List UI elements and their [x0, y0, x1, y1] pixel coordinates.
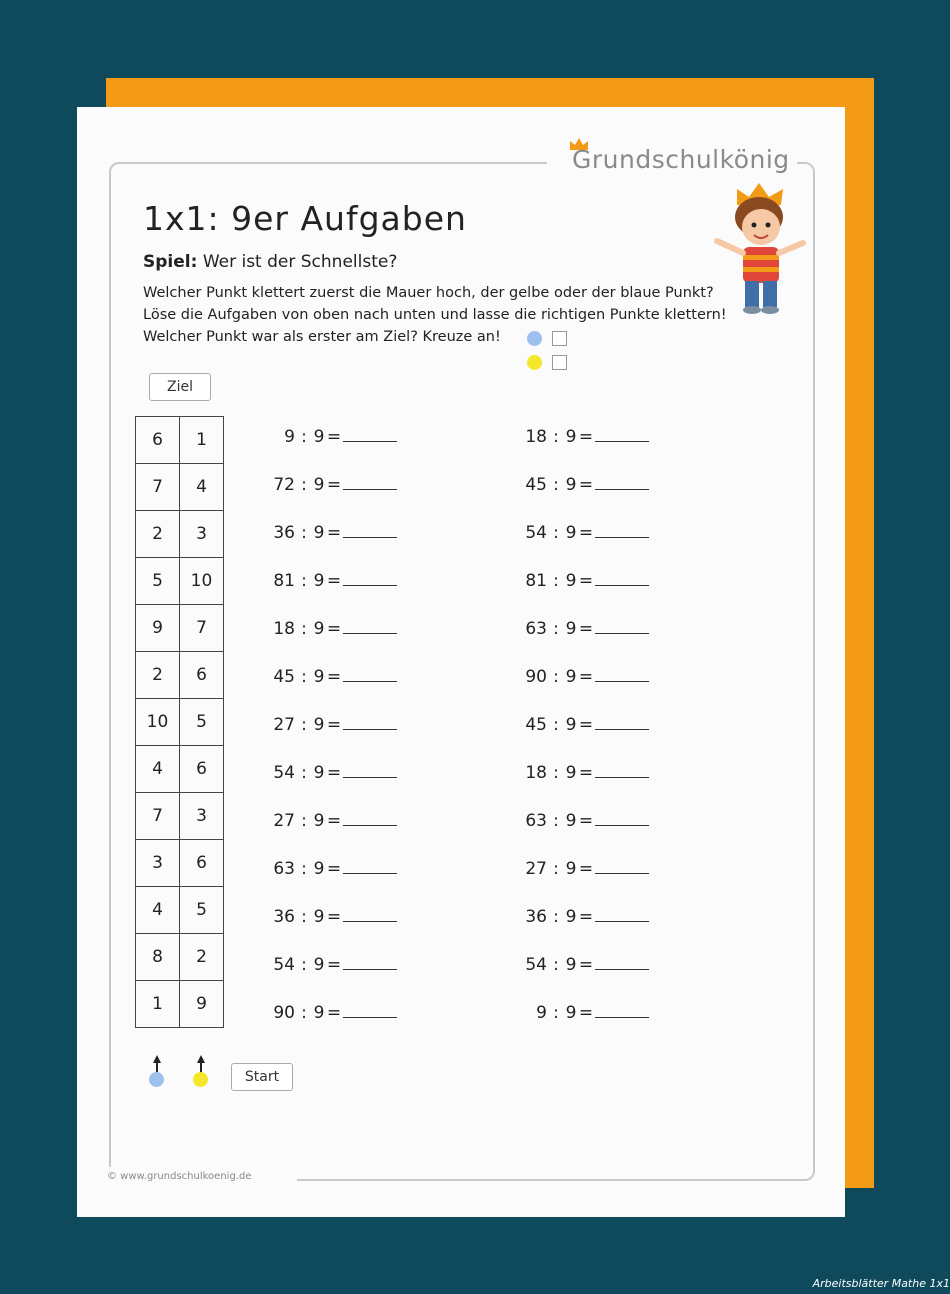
- equals-sign: =: [578, 907, 594, 927]
- answer-blank[interactable]: [343, 571, 397, 586]
- wall-row: [136, 652, 224, 699]
- divisor: 9: [565, 475, 577, 495]
- yellow-start-dot-icon: [193, 1072, 208, 1087]
- wall-cell: 2: [136, 652, 180, 699]
- wall-cell: 7: [136, 464, 180, 511]
- equals-sign: =: [326, 475, 342, 495]
- dividend: 36: [525, 907, 547, 927]
- equals-sign: =: [326, 715, 342, 735]
- wall-cell: 9: [180, 981, 224, 1028]
- wall-cell: 2: [136, 511, 180, 558]
- equals-sign: =: [326, 763, 342, 783]
- answer-blank[interactable]: [595, 619, 649, 634]
- dividend: 18: [273, 619, 295, 639]
- wall-cell: 4: [136, 887, 180, 934]
- division-problem: [267, 619, 397, 639]
- equals-sign: =: [326, 571, 342, 591]
- divisor: 9: [565, 619, 577, 639]
- divisor: 9: [565, 1003, 577, 1023]
- answer-blank[interactable]: [343, 955, 397, 970]
- divisor: 9: [313, 667, 325, 687]
- wall-cell: 2: [180, 934, 224, 981]
- dividend: 36: [273, 907, 295, 927]
- goal-tag: Ziel: [149, 373, 211, 401]
- wall-cell: 1: [136, 981, 180, 1028]
- operator: :: [301, 523, 307, 543]
- wall-cell: 4: [136, 746, 180, 793]
- dividend: 63: [273, 859, 295, 879]
- operator: :: [301, 667, 307, 687]
- equals-sign: =: [578, 427, 594, 447]
- instruction-line-2: Löse die Aufgaben von oben nach unten und lasse die richtigen Punkte klettern!: [143, 307, 727, 323]
- equals-sign: =: [326, 427, 342, 447]
- divisor: 9: [313, 859, 325, 879]
- dividend: 90: [273, 1003, 295, 1023]
- operator: :: [301, 571, 307, 591]
- operator: :: [553, 619, 559, 639]
- answer-blank[interactable]: [343, 811, 397, 826]
- wall-cell: 6: [180, 840, 224, 887]
- operator: :: [553, 1003, 559, 1023]
- wall-cell: 1: [180, 417, 224, 464]
- divisor: 9: [313, 523, 325, 543]
- blue-start-dot-icon: [149, 1072, 164, 1087]
- division-problem: [267, 667, 397, 687]
- operator: :: [553, 427, 559, 447]
- divisor: 9: [565, 907, 577, 927]
- answer-blank[interactable]: [595, 1003, 649, 1018]
- division-problem: [267, 427, 397, 447]
- division-problem: [519, 1003, 649, 1023]
- equals-sign: =: [578, 811, 594, 831]
- divisor: 9: [313, 715, 325, 735]
- division-problem: [519, 763, 649, 783]
- answer-blank[interactable]: [343, 715, 397, 730]
- operator: :: [553, 859, 559, 879]
- footer-copyright: © www.grundschulkoenig.de: [107, 1171, 252, 1182]
- dividend: 36: [273, 523, 295, 543]
- wall-row: [136, 981, 224, 1028]
- subtitle-text: Wer ist der Schnellste?: [202, 252, 398, 272]
- brand-logo: Grundschulkönig: [572, 145, 790, 174]
- division-problem: [519, 859, 649, 879]
- subtitle-label: Spiel:: [143, 252, 198, 272]
- operator: :: [553, 667, 559, 687]
- divisor: 9: [313, 475, 325, 495]
- answer-blank[interactable]: [343, 763, 397, 778]
- wall-row: [136, 511, 224, 558]
- wall-cell: 3: [136, 840, 180, 887]
- divisor: 9: [313, 763, 325, 783]
- answer-blank[interactable]: [595, 811, 649, 826]
- divisor: 9: [565, 523, 577, 543]
- answer-blank[interactable]: [595, 859, 649, 874]
- equals-sign: =: [326, 523, 342, 543]
- wall-cell: 7: [136, 793, 180, 840]
- operator: :: [301, 859, 307, 879]
- divisor: 9: [313, 811, 325, 831]
- divisor: 9: [313, 571, 325, 591]
- operator: :: [553, 523, 559, 543]
- wall-row: [136, 793, 224, 840]
- wall-row: [136, 840, 224, 887]
- dividend: 63: [525, 811, 547, 831]
- operator: :: [553, 955, 559, 975]
- division-problem: [267, 571, 397, 591]
- wall-cell: 6: [136, 417, 180, 464]
- answer-blank[interactable]: [343, 1003, 397, 1018]
- wall-row: [136, 887, 224, 934]
- equals-sign: =: [578, 523, 594, 543]
- dividend: 27: [273, 811, 295, 831]
- equals-sign: =: [578, 619, 594, 639]
- operator: :: [301, 907, 307, 927]
- wall-cell: 6: [180, 652, 224, 699]
- dividend: 9: [284, 427, 295, 447]
- equals-sign: =: [578, 475, 594, 495]
- dividend: 18: [525, 763, 547, 783]
- equals-sign: =: [326, 859, 342, 879]
- yellow-dot-icon: [527, 355, 542, 370]
- operator: :: [301, 619, 307, 639]
- wall-cell: 4: [180, 464, 224, 511]
- equals-sign: =: [326, 811, 342, 831]
- division-problem: [267, 1003, 397, 1023]
- answer-blank[interactable]: [343, 907, 397, 922]
- operator: :: [553, 763, 559, 783]
- dividend: 27: [273, 715, 295, 735]
- divisor: 9: [313, 955, 325, 975]
- operator: :: [301, 427, 307, 447]
- dividend: 81: [525, 571, 547, 591]
- answer-blank[interactable]: [343, 475, 397, 490]
- wall-cell: 7: [180, 605, 224, 652]
- division-problem: [267, 475, 397, 495]
- climbing-wall: [135, 416, 224, 1028]
- game-subtitle: [143, 252, 397, 272]
- division-problem: [267, 859, 397, 879]
- divisor: 9: [565, 715, 577, 735]
- equals-sign: =: [578, 763, 594, 783]
- divisor: 9: [313, 619, 325, 639]
- dividend: 81: [273, 571, 295, 591]
- equals-sign: =: [326, 907, 342, 927]
- wall-row: [136, 605, 224, 652]
- wall-row: [136, 464, 224, 511]
- divisor: 9: [313, 1003, 325, 1023]
- start-tag: Start: [231, 1063, 293, 1091]
- checkbox-yellow[interactable]: [552, 355, 567, 370]
- divisor: 9: [565, 667, 577, 687]
- dividend: 54: [273, 763, 295, 783]
- answer-blank[interactable]: [595, 571, 649, 586]
- answer-blank[interactable]: [343, 859, 397, 874]
- divisor: 9: [565, 571, 577, 591]
- division-problem: [519, 475, 649, 495]
- operator: :: [301, 811, 307, 831]
- equals-sign: =: [326, 955, 342, 975]
- instruction-line-3: Welcher Punkt war als erster am Ziel? Kreuze an!: [143, 329, 501, 345]
- wall-cell: 5: [180, 699, 224, 746]
- wall-row: [136, 417, 224, 464]
- wall-cell: 8: [136, 934, 180, 981]
- divisor: 9: [313, 907, 325, 927]
- checkbox-blue[interactable]: [552, 331, 567, 346]
- dividend: 54: [273, 955, 295, 975]
- answer-blank[interactable]: [595, 475, 649, 490]
- dividend: 45: [525, 715, 547, 735]
- operator: :: [553, 715, 559, 735]
- divisor: 9: [565, 427, 577, 447]
- dividend: 18: [525, 427, 547, 447]
- dividend: 72: [273, 475, 295, 495]
- wall-cell: 5: [136, 558, 180, 605]
- equals-sign: =: [578, 571, 594, 591]
- divisor: 9: [313, 427, 325, 447]
- answer-blank[interactable]: [595, 667, 649, 682]
- operator: :: [301, 955, 307, 975]
- division-problem: [519, 523, 649, 543]
- watermark-text: Arbeitsblätter Mathe 1x1: [812, 1277, 950, 1290]
- answer-blank[interactable]: [595, 427, 649, 442]
- answer-blank[interactable]: [343, 667, 397, 682]
- equals-sign: =: [578, 1003, 594, 1023]
- division-problem: [267, 955, 397, 975]
- division-problem: [519, 427, 649, 447]
- answer-blank[interactable]: [595, 907, 649, 922]
- worksheet-title: 1x1: 9er Aufgaben: [143, 199, 467, 238]
- dividend: 45: [273, 667, 295, 687]
- operator: :: [553, 811, 559, 831]
- answer-blank[interactable]: [595, 715, 649, 730]
- division-problem: [519, 907, 649, 927]
- operator: :: [553, 907, 559, 927]
- division-problem: [519, 955, 649, 975]
- division-problem: [267, 523, 397, 543]
- wall-row: [136, 934, 224, 981]
- division-problem: [519, 667, 649, 687]
- divisor: 9: [565, 811, 577, 831]
- instruction-line-1: Welcher Punkt klettert zuerst die Mauer hoch, der gelbe oder der blaue Punkt?: [143, 285, 714, 301]
- division-problem: [267, 907, 397, 927]
- answer-blank[interactable]: [343, 427, 397, 442]
- answer-blank[interactable]: [595, 763, 649, 778]
- division-problem: [267, 811, 397, 831]
- wall-cell: 6: [180, 746, 224, 793]
- dividend: 45: [525, 475, 547, 495]
- operator: :: [301, 1003, 307, 1023]
- operator: :: [301, 475, 307, 495]
- division-problem: [519, 715, 649, 735]
- divisor: 9: [565, 763, 577, 783]
- boy-with-crown-illustration: [707, 177, 817, 327]
- wall-cell: 10: [180, 558, 224, 605]
- equals-sign: =: [578, 955, 594, 975]
- dividend: 63: [525, 619, 547, 639]
- divisor: 9: [565, 859, 577, 879]
- answer-blank[interactable]: [343, 523, 397, 538]
- equals-sign: =: [578, 667, 594, 687]
- equals-sign: =: [326, 1003, 342, 1023]
- blue-dot-icon: [527, 331, 542, 346]
- division-problem: [267, 715, 397, 735]
- wall-row: [136, 699, 224, 746]
- operator: :: [301, 715, 307, 735]
- worksheet-page: [77, 107, 845, 1217]
- equals-sign: =: [326, 667, 342, 687]
- wall-cell: 3: [180, 511, 224, 558]
- wall-cell: 3: [180, 793, 224, 840]
- operator: :: [553, 475, 559, 495]
- dividend: 90: [525, 667, 547, 687]
- answer-blank[interactable]: [595, 523, 649, 538]
- equals-sign: =: [326, 619, 342, 639]
- answer-blank[interactable]: [343, 619, 397, 634]
- dividend: 54: [525, 955, 547, 975]
- wall-row: [136, 746, 224, 793]
- dividend: 9: [536, 1003, 547, 1023]
- operator: :: [301, 763, 307, 783]
- wall-cell: 5: [180, 887, 224, 934]
- dividend: 27: [525, 859, 547, 879]
- dividend: 54: [525, 523, 547, 543]
- operator: :: [553, 571, 559, 591]
- wall-cell: 9: [136, 605, 180, 652]
- wall-cell: 10: [136, 699, 180, 746]
- equals-sign: =: [578, 715, 594, 735]
- division-problem: [519, 811, 649, 831]
- division-problem: [267, 763, 397, 783]
- wall-row: [136, 558, 224, 605]
- equals-sign: =: [578, 859, 594, 879]
- division-problem: [519, 619, 649, 639]
- answer-blank[interactable]: [595, 955, 649, 970]
- division-problem: [519, 571, 649, 591]
- divisor: 9: [565, 955, 577, 975]
